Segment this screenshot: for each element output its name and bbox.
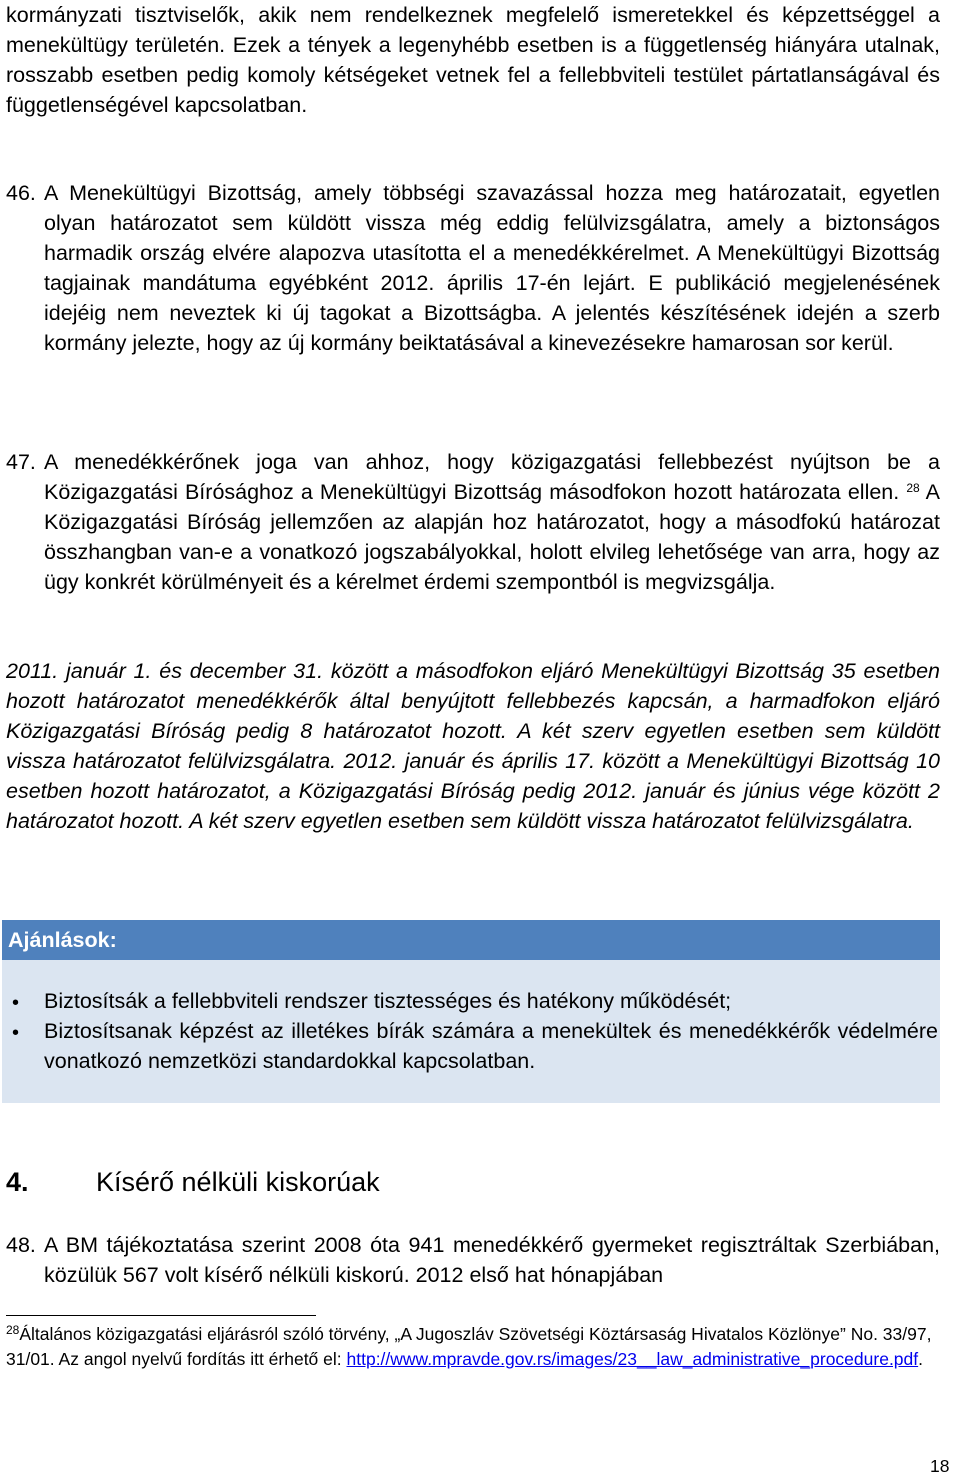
paragraph-48: A BM tájékoztatása szerint 2008 óta 941 menedékkérő gyermeket regisztráltak Szerbiában, közülük 567 volt kísérő nélküli kiskorú. 2012 első hat hónapjában	[44, 1233, 940, 1287]
footnote-ref[interactable]: 28	[906, 481, 920, 495]
recommendations-box	[2, 920, 940, 1103]
paragraph-continuation: kormányzati tisztviselők, akik nem rendelkeznek megfelelő ismeretekkel és képzettséggel a menekültügy területén. Ezek a tények a legenyhébb esetben is a függetlenség hiányára utalnak, rosszabb esetben pedig komoly kétségeket vetnek fel a fellebbviteli testület pártatlanságával és függetlenségével kapcsolatban.	[6, 3, 940, 117]
recommendations-title: Ajánlások:	[8, 928, 117, 952]
page-number: 18	[930, 1456, 950, 1476]
footnote-text: Általános közigazgatási eljárásról szóló törvény, „A Jugoszláv Szövetségi Köztársaság Hivatalos Közlönye” No. 33/97, 31/01. Az angol nyelvű fordítás itt érhető el:	[6, 1324, 932, 1369]
footnote-separator	[6, 1315, 316, 1316]
footnote	[6, 1322, 940, 1372]
section-title: Kísérő nélküli kiskorúak	[96, 1167, 380, 1197]
recommendation-item: Biztosítsanak képzést az illetékes bírák számára a menekültek és menedékkérők védelmére vonatkozó nemzetközi standardokkal kapcsolatban.	[44, 1019, 938, 1073]
bullet-icon: •	[12, 1022, 20, 1044]
recommendations-header	[2, 920, 940, 960]
paragraph-number-46: 46.	[6, 181, 36, 205]
paragraph-47-text-a: A menedékkérőnek joga van ahhoz, hogy közigazgatási fellebbezést nyújtson be a Közigazgatási Bírósághoz a Menekültügyi Bizottság másodfokon hozott határozata ellen.	[44, 450, 940, 504]
paragraph-47-text-b: A Közigazgatási Bíróság jellemzően az alapján hoz határozatot, hogy a másodfokú határozat összhangban van-e a vonatkozó jogszabályokkal, holott elvileg lehetősége van arra, hogy az ügy konkrét körülményeit és a kérelmet érdemi szempontból is megvizsgálja.	[44, 480, 940, 594]
paragraph-46: A Menekültügyi Bizottság, amely többségi szavazással hozza meg határozatait, egyetlen olyan határozatot sem küldött vissza még eddig felülvizsgálatra, amely a biztonságos harmadik ország elvére alapozva utasította el a menedékkérelmet. A Menekültügyi Bizottság tagjainak mandátuma egyébként 2012. április 17-én lejárt. E publikáció megjelenésének idejéig nem neveztek ki új tagokat a Bizottságba. A jelentés készítésének idején a szerb kormány jelezte, hogy az új kormány beiktatásával a kinevezésekre hamarosan sor kerül.	[44, 181, 940, 355]
paragraph-47	[44, 447, 940, 597]
footnote-link[interactable]: http://www.mpravde.gov.rs/images/23__law_administrative_procedure.pdf	[346, 1349, 919, 1369]
recommendation-item: Biztosítsák a fellebbviteli rendszer tisztességes és hatékony működését;	[44, 989, 732, 1013]
footnote-after: .	[918, 1349, 924, 1369]
paragraph-number-48: 48.	[6, 1233, 36, 1257]
paragraph-number-47: 47.	[6, 450, 36, 474]
footnote-number: 28	[6, 1323, 20, 1337]
italic-statistics-paragraph: 2011. január 1. és december 31. között a másodfokon eljáró Menekültügyi Bizottság 35 esetben hozott határozatot menedékkérők által benyújtott fellebbezés kapcsán, a harmadfokon eljáró Közigazgatási Bíróság pedig 8 határozatot hozott. A két szerv egyetlen esetben sem küldött vissza határozatot felülvizsgálatra. 2012. január és április 17. között a Menekültügyi Bizottság 10 esetben hozott határozatot, a Közigazgatási Bíróság pedig 2012. január és június vége között 2 határozatot hozott. A két szerv egyetlen esetben sem küldött vissza határozatot felülvizsgálatra.	[6, 659, 940, 833]
section-number: 4.	[6, 1167, 29, 1197]
bullet-icon: •	[12, 992, 20, 1014]
